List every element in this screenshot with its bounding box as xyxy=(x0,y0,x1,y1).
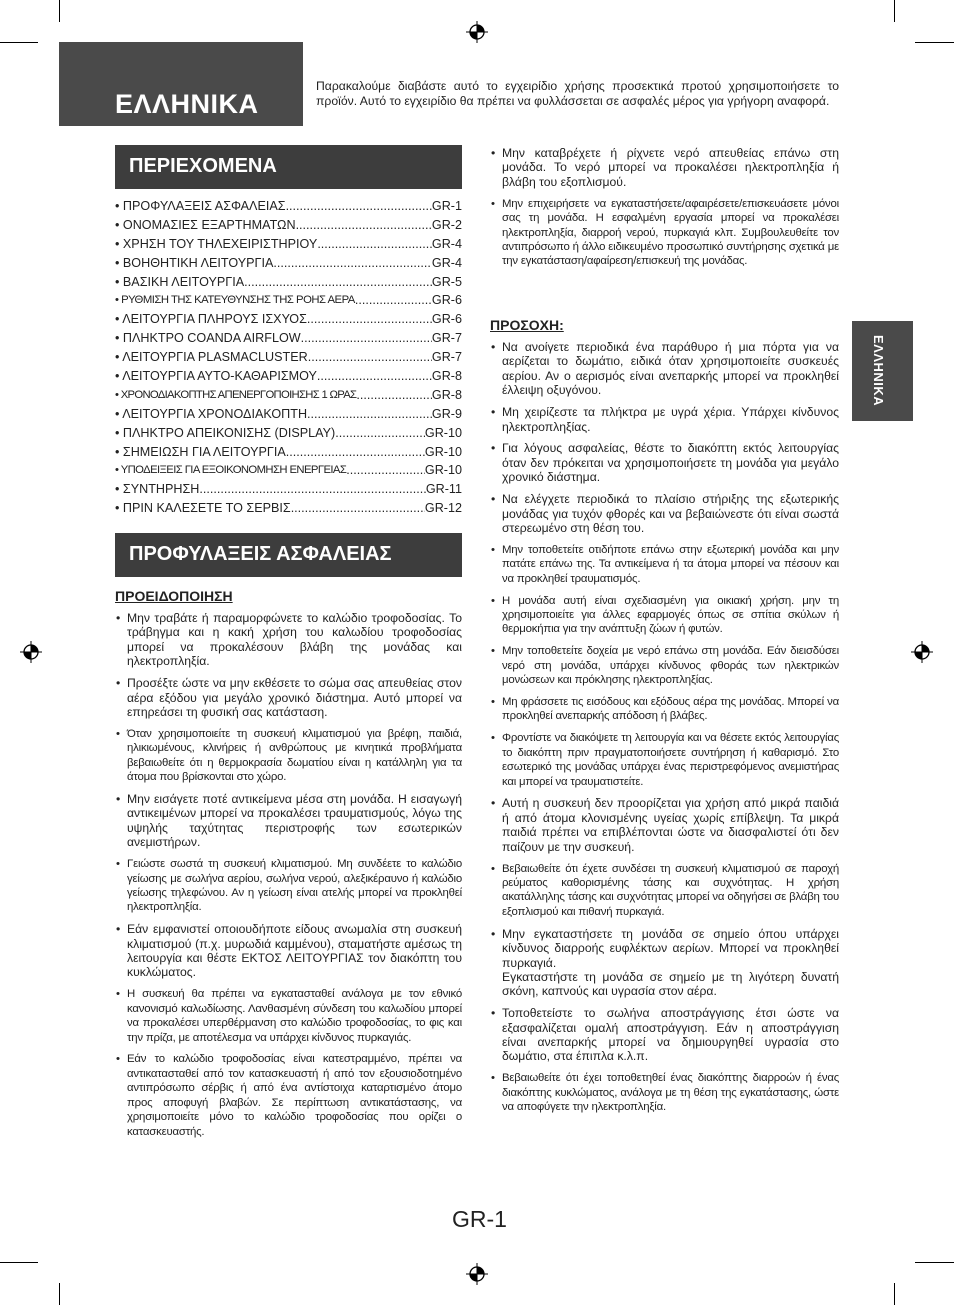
toc-item[interactable]: • ΠΡΙΝ ΚΑΛΕΣΕΤΕ ΤΟ ΣΕΡΒΙΣ ..... GR-12 xyxy=(115,499,462,518)
warning-list-continued xyxy=(490,146,839,276)
crop-mark xyxy=(59,0,60,22)
list-item: • Μη φράσσετε τις εισόδους και εξόδους αέρα της μονάδας. Μπορεί να προκληθεί ανεπαρκής απόδοση ή βλάβες. xyxy=(490,695,839,724)
table-of-contents xyxy=(115,197,462,518)
toc-item[interactable]: • ΠΛΗΚΤΡΟ COANDA AIRFLOW ..... GR-7 xyxy=(115,329,462,348)
contents-heading-bar xyxy=(115,145,462,189)
list-item: • Μην εισάγετε ποτέ αντικείμενα μέσα στη μονάδα. Η εισαγωγή αντικειμένων μπορεί να προκαλέσει τραυματισμούς, λόγω της υψηλής ταχύτητας περιστροφής των εσωτερικών ανεμιστήρων. xyxy=(115,792,462,850)
toc-item[interactable]: • ΡΥΘΜΙΣΗ ΤΗΣ ΚΑΤΕΥΘΥΝΣΗΣ ΤΗΣ ΡΟΗΣ ΑΕΡΑ ..... GR-6 xyxy=(115,291,462,310)
list-item: • Όταν χρησιμοποιείτε τη συσκευή κλιματισμού για βρέφη, παιδιά, ηλικιωμένους, κλινήρεις ή ανθρώπους με κινητικά προβλήματα βεβαιωθείτε ότι η θερμοκρασία δωματίου είναι η κατάλληλη για τα άτομα που βρίσκονται στο χώρο. xyxy=(115,727,462,785)
toc-item[interactable]: • ΠΛΗΚΤΡΟ ΑΠΕΙΚΟΝΙΣΗΣ (DISPLAY) ..... GR-10 xyxy=(115,424,462,443)
toc-item[interactable]: • ΒΟΗΘΗΤΙΚΗ ΛΕΙΤΟΥΡΓΙΑ ..... GR-4 xyxy=(115,254,462,273)
crop-mark xyxy=(59,1283,60,1305)
list-item: • Μην τοποθετείτε οτιδήποτε επάνω στην εξωτερική μονάδα και μην πατάτε επάνω της. Τα αντικείμενα ή τα άτομα μπορεί να πέσουν και να προκληθεί τραυματισμός. xyxy=(490,543,839,586)
list-item: • Προσέξτε ώστε να μην εκθέσετε το σώμα σας απευθείας στον αέρα εξόδου για μεγάλο χρονικό διάστημα. Αυτό μπορεί να επηρεάσει τη φυσική σας κατάσταση. xyxy=(115,676,462,719)
safety-title: ΠΡΟΦΥΛΑΞΕΙΣ ΑΣΦΑΛΕΙΑΣ xyxy=(129,543,392,565)
toc-item[interactable]: • ΒΑΣΙΚΗ ΛΕΙΤΟΥΡΓΙΑ ..... GR-5 xyxy=(115,273,462,292)
list-item: • Η μονάδα αυτή είναι σχεδιασμένη για οικιακή χρήση. μην τη χρησιμοποιείτε για άλλες εφαρμογές όπως σε σπίτια σκύλων ή θερμοκήπια για την ανάπτυξη ζώων ή φυτών. xyxy=(490,594,839,637)
gas-warning-note: Εγκαταστήστε τη μονάδα σε σημείο με τη λιγότερη δυνατή σκόνη, καπνούς και υγρασία στον αέρα. xyxy=(502,969,839,999)
list-item: • Μην τοποθετείτε δοχεία με νερό επάνω στη μονάδα. Εάν διεισδύσει νερό στη μονάδα, υπάρχει κίνδυνος φθοράς των ηλεκτρικών μονώσεων και πρόκλησης ηλεκτροπληξίας. xyxy=(490,644,839,687)
crop-mark xyxy=(894,0,895,22)
list-item: • Εάν εμφανιστεί οποιουδήποτε είδους ανωμαλία στη συσκευή κλιματισμού (π.χ. μυρωδιά καμμένου), σταματήστε αμέσως τη λειτουργία και θέστε ΕΚΤΟΣ ΛΕΙΤΟΥΡΓΙΑΣ τον διακόπτη του κυκλώματος. xyxy=(115,922,462,980)
list-item: • Για λόγους ασφαλείας, θέστε το διακόπτη εκτός λειτουργίας όταν δεν πρόκειται να χρησιμοποιήσετε τη μονάδα για μεγάλο χρονικό διάστημα. xyxy=(490,441,839,484)
toc-item[interactable]: • ΧΡΗΣΗ ΤΟΥ ΤΗΛΕΧΕΙΡΙΣΤΗΡΙΟΥ ..... GR-4 xyxy=(115,235,462,254)
crop-mark xyxy=(915,42,954,43)
toc-item[interactable]: • ΧΡΟΝΟΔΙΑΚΟΠΤΗΣ ΑΠΕΝΕΡΓΟΠΟΙΗΣΗΣ 1 ΩΡΑΣ ..... GR-8 xyxy=(115,386,462,405)
toc-item[interactable]: • ΥΠΟΔΕΙΞΕΙΣ ΓΙΑ ΕΞΟΙΚΟΝΟΜΗΣΗ ΕΝΕΡΓΕΙΑΣ ..... GR-10 xyxy=(115,461,462,480)
list-item xyxy=(490,927,839,999)
toc-item[interactable]: • ΣΗΜΕΙΩΣΗ ΓΙΑ ΛΕΙΤΟΥΡΓΙΑ ..... GR-10 xyxy=(115,443,462,462)
language-title-block xyxy=(59,42,303,126)
caution-heading: ΠΡΟΣΟΧΗ: xyxy=(490,317,564,333)
safety-heading-bar xyxy=(115,533,462,577)
crop-mark xyxy=(894,1283,895,1305)
language-title: ΕΛΛΗΝΙΚΑ xyxy=(115,89,259,119)
list-item: • Μη χειρίζεστε τα πλήκτρα με υγρά χέρια. Υπάρχει κίνδυνος ηλεκτροπληξίας. xyxy=(490,405,839,434)
side-tab-label: ΕΛΛΗΝΙΚΑ xyxy=(871,335,886,407)
list-item: • Η συσκευή θα πρέπει να εγκατασταθεί ανάλογα με τον εθνικό κανονισμό καλωδίωσης. Λανθασμένη σύνδεση του καλωδίου μπορεί να προκαλέσει υπερθέρμανση στο καλώδιο τροφοδοσίας, το φις και την πρίζα, με αποτέλεσμα να υπάρχει κίνδυνος πυρκαγιάς. xyxy=(115,987,462,1045)
list-item: • Μην καταβρέχετε ή ρίχνετε νερό απευθείας επάνω στη μονάδα. Το νερό μπορεί να προκαλέσει ηλεκτροπληξία ή βλάβη του εξοπλισμού. xyxy=(490,146,839,189)
toc-item[interactable]: • ΣΥΝΤΗΡΗΣΗ ..... GR-11 xyxy=(115,480,462,499)
list-item: • Μην τραβάτε ή παραμορφώνετε το καλώδιο τροφοδοσίας. Το τράβηγμα και η κακή χρήση του καλωδίου τροφοδοσίας μπορεί να προκαλέσουν βλάβη της μονάδας και ηλεκτροπληξία. xyxy=(115,611,462,669)
list-item: • Βεβαιωθείτε ότι έχετε συνδέσει τη συσκευή κλιματισμού σε παροχή ρεύματος καθορισμένης τάσης και συχνότητας. Η χρήση ακατάλληλης τάσης και συχνότητας μπορεί να οδηγήσει σε βλάβη του εξοπλισμού και πιθανή πυρκαγιά. xyxy=(490,862,839,920)
intro-text: Παρακαλούμε διαβάστε αυτό το εγχειρίδιο χρήσης προσεκτικά προτού χρησιμοποιήσετε το προϊόν. Αυτό το εγχειρίδιο θα πρέπει να φυλλάσσεται σε ασφαλές μέρος για γρήγορη αναφορά. xyxy=(316,79,839,108)
toc-item[interactable]: • ΠΡΟΦΥΛΑΞΕΙΣ ΑΣΦΑΛΕΙΑΣ ..... GR-1 xyxy=(115,197,462,216)
toc-item[interactable]: • ΛΕΙΤΟΥΡΓΙΑ ΧΡΟΝΟΔΙΑΚΟΠΤΗ ..... GR-9 xyxy=(115,405,462,424)
crop-mark xyxy=(0,1262,38,1263)
page-number: GR-1 xyxy=(452,1206,507,1232)
crop-mark xyxy=(0,42,38,43)
toc-item[interactable]: • ΟΝΟΜΑΣΙΕΣ ΕΞΑΡΤΗΜΑΤΩΝ ..... GR-2 xyxy=(115,216,462,235)
registration-mark-icon xyxy=(911,641,933,663)
registration-mark-icon xyxy=(20,641,42,663)
list-item: • Μην επιχειρήσετε να εγκαταστήσετε/αφαιρέσετε/επισκευάσετε μόνοι σας τη μονάδα. Η εσφαλμένη εργασία μπορεί να προκαλέσει ηλεκτροπληξία, διαρροή νερού, πυρκαγιά κλπ. Συμβουλευθείτε τον αντιπρόσωπο ή άλλο ειδικευμένο προσωπικό συντήρησης σχετικά με την εγκατάσταση/αφαίρεση/επισκευή της μονάδας. xyxy=(490,197,839,269)
list-item: • Τοποθετείστε το σωλήνα αποστράγγισης έτσι ώστε να εξασφαλίζεται ομαλή αποστράγγιση. Εάν η αποστράγγιση είναι ανεπαρκής μπορεί να δημιουργηθεί υγρασία στο δωμάτιο, στα έπιπλα κ.λ.π. xyxy=(490,1006,839,1064)
toc-item[interactable]: • ΛΕΙΤΟΥΡΓΙΑ ΑΥΤΟ-ΚΑΘΑΡΙΣΜΟΥ ..... GR-8 xyxy=(115,367,462,386)
list-item: • Να ελέγχετε περιοδικά το πλαίσιο στήριξης της εξωτερικής μονάδας για τυχόν φθορές και να βεβαιώνεστε ότι είναι σωστά στερεωμένο στη θέση του. xyxy=(490,492,839,535)
crop-mark xyxy=(915,1262,954,1263)
list-item: • Εάν το καλώδιο τροφοδοσίας είναι κατεστραμμένο, πρέπει να αντικατασταθεί από τον κατασκευαστή ή από τον εξουσιοδοτημένο αντιπρόσωπο σέρβις ή από ένα αντίστοιχα καταρτισμένο άτομο προς αποφυγή βλαβών. Σε περίπτωση αντικατάστασης, να χρησιμοποιείτε μόνο το καλώδιο τροφοδοσίας που ορίζει ο κατασκευαστής. xyxy=(115,1052,462,1138)
list-item: • Γειώστε σωστά τη συσκευή κλιματισμού. Μη συνδέετε το καλώδιο γείωσης με σωλήνα αερίου, σωλήνα νερού, αλεξικέραυνο ή καλώδιο γείωσης τηλεφώνου. Αν η γείωση είναι ατελής μπορεί να προκληθεί ηλεκτροπληξία. xyxy=(115,857,462,915)
caution-list xyxy=(490,340,839,1122)
list-item: • Να ανοίγετε περιοδικά ένα παράθυρο ή μια πόρτα για να αερίζεται το δωμάτιο, ειδικά όταν χρησιμοποιείτε συσκευές αερίου. Αν ο αερισμός είναι ανεπαρκής μπορεί να προκληθεί έλλειψη οξυγόνου. xyxy=(490,340,839,398)
list-item: • Φροντίστε να διακόψετε τη λειτουργία και να θέσετε εκτός λειτουργίας το διακόπτη πριν πραγματοποιήσετε συντήρηση ή καθαρισμό. Στο εσωτερικό της μονάδας υπάρχει ένας περιστρεφόμενος ανεμιστήρας και μπορεί να τραυματιστείτε. xyxy=(490,731,839,789)
registration-mark-icon xyxy=(466,1263,488,1285)
warning-list xyxy=(115,611,462,1146)
list-item: • Βεβαιωθείτε ότι έχει τοποθετηθεί ένας διακόπτης διαρροών ή ένας διακόπτης κυκλώματος, ανάλογα με τη θέση της εγκατάστασης, ώστε να αποφύγετε την ηλεκτροπληξία. xyxy=(490,1071,839,1114)
list-item: • Αυτή η συσκευή δεν προορίζεται για χρήση από μικρά παιδιά ή από άτομα κλονισμένης υγείας χωρίς επίβλεψη. Τα μικρά παιδιά πρέπει να επιβλέπονται ώστε να διασφαλιστεί ότι δεν παίζουν με την συσκευή. xyxy=(490,796,839,854)
language-side-tab xyxy=(852,321,913,421)
contents-title: ΠΕΡΙΕΧΟΜΕΝΑ xyxy=(129,155,277,177)
toc-item[interactable]: • ΛΕΙΤΟΥΡΓΙΑ ΠΛΗΡΟΥΣ ΙΣΧΥΟΣ ..... GR-6 xyxy=(115,310,462,329)
gas-warning-text: Μην εγκαταστήσετε τη μονάδα σε σημείο όπου υπάρχει κίνδυνος διαρροής ευφλέκτων αερίων. Μπορεί να προκληθεί πυρκαγιά. xyxy=(502,926,839,970)
toc-item[interactable]: • ΛΕΙΤΟΥΡΓΙΑ PLASMACLUSTER ..... GR-7 xyxy=(115,348,462,367)
registration-mark-icon xyxy=(466,21,488,43)
warning-heading: ΠΡΟΕΙΔΟΠΟΙΗΣΗ xyxy=(115,588,233,604)
